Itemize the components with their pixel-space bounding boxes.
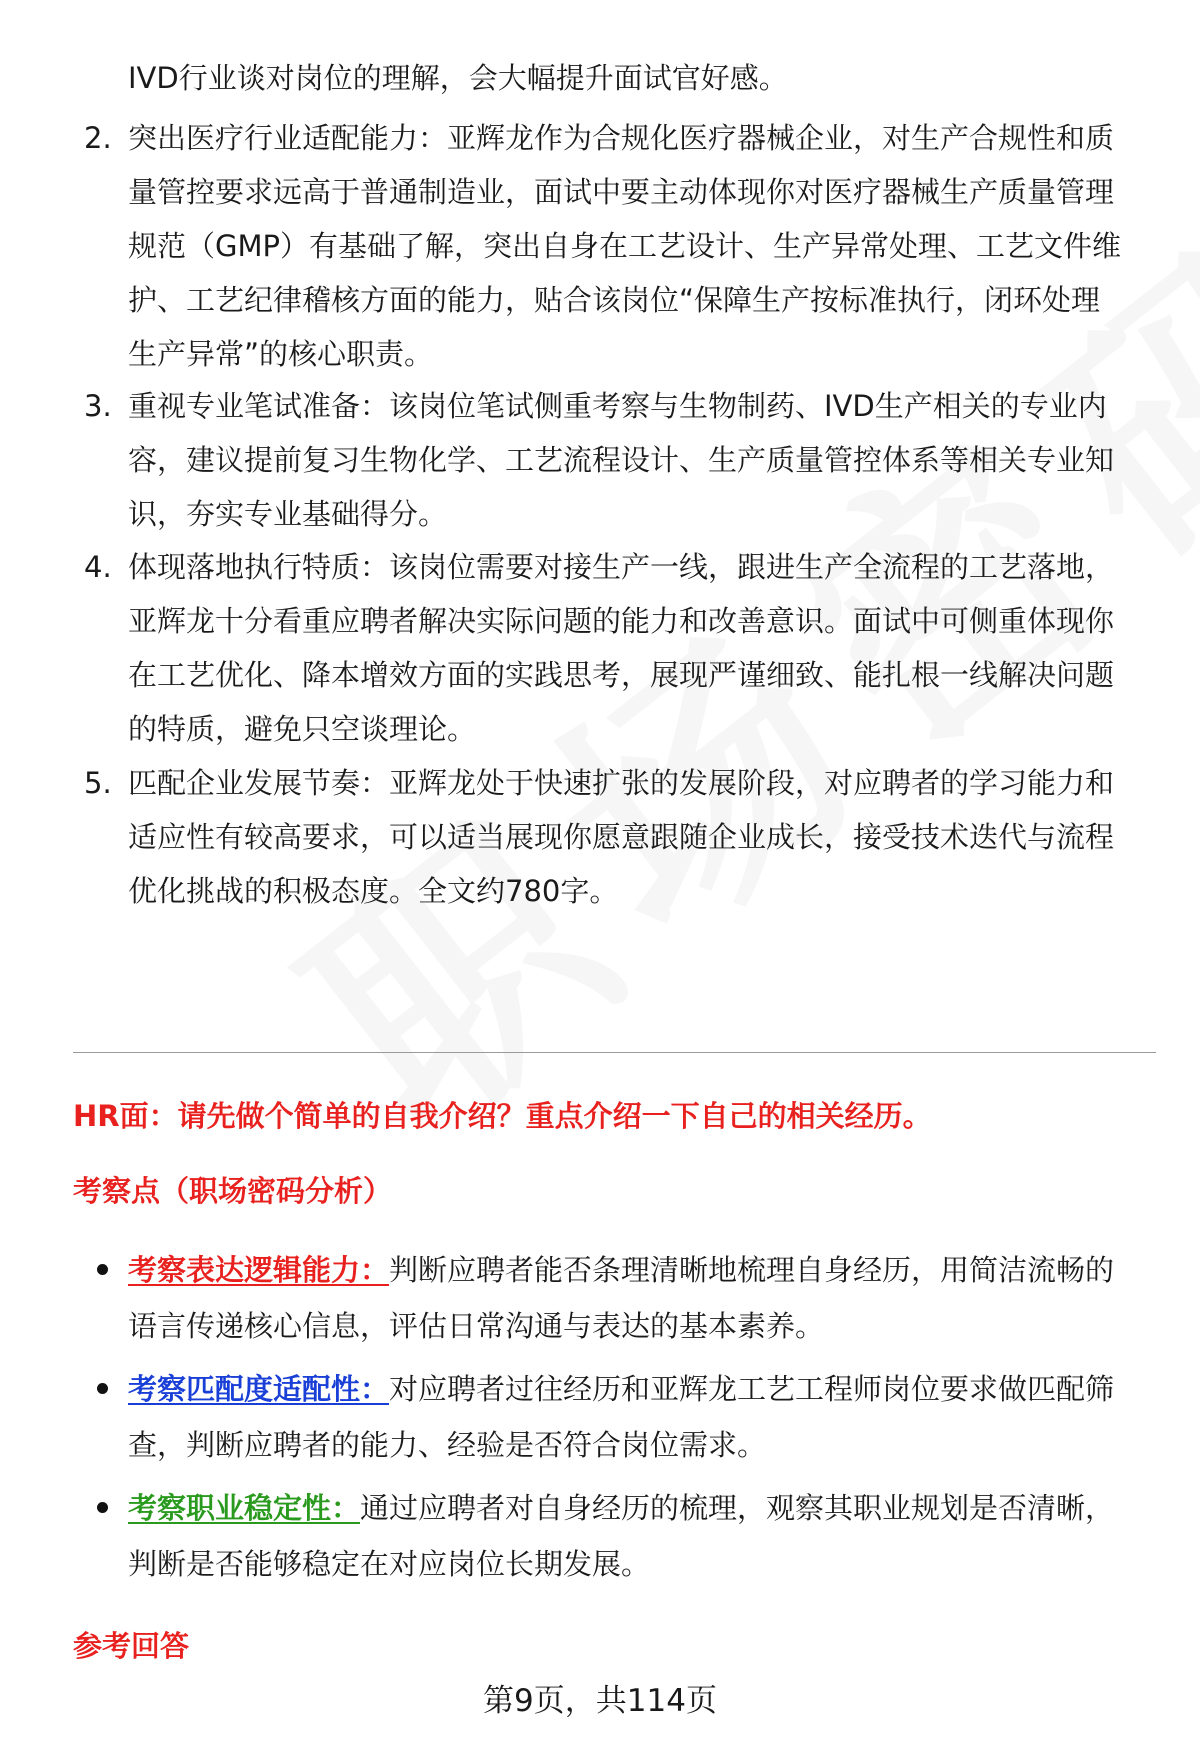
item-line: 的特质，避免只空谈理论。 [128,712,477,746]
item-line: 体现落地执行特质：该岗位需要对接生产一线，跟进生产全流程的工艺落地， [128,550,1115,584]
bullet-tag: 考察表达逻辑能力： [128,1253,390,1287]
analysis-heading: 考察点（职场密码分析） [73,1174,393,1208]
section-divider [73,1052,1156,1053]
bullet-dot [97,1502,108,1513]
item-number: 4. [84,550,112,584]
item-line: 匹配企业发展节奏：亚辉龙处于快速扩张的发展阶段，对应聘者的学习能力和 [128,766,1115,800]
item-line: 在工艺优化、降本增效方面的实践思考，展现严谨细致、能扎根一线解决问题 [128,658,1115,692]
bullet-line: 判断是否能够稳定在对应岗位长期发展。 [128,1547,651,1581]
bullet-line [128,1369,1158,1409]
bullet-dot [97,1264,108,1275]
item-number: 5. [84,766,112,800]
item-line: 护、工艺纪律稽核方面的能力，贴合该岗位“保障生产按标准执行，闭环处理 [128,283,1101,317]
item-number: 2. [84,121,112,155]
intro-tail-text: IVD行业谈对岗位的理解，会大幅提升面试官好感。 [128,61,788,95]
item-line: 亚辉龙十分看重应聘者解决实际问题的能力和改善意识。面试中可侧重体现你 [128,604,1115,638]
page-number: 第9页，共114页 [483,1683,717,1719]
bullet-tag: 考察职业稳定性： [128,1491,361,1525]
bullet-line: 语言传递核心信息，评估日常沟通与表达的基本素养。 [128,1309,825,1343]
item-line: 识，夯实专业基础得分。 [128,497,448,531]
bullet-line [128,1488,1158,1528]
bullet-tag: 考察匹配度适配性： [128,1372,390,1406]
bullet-text: 通过应聘者对自身经历的梳理，观察其职业规划是否清晰， [360,1491,1115,1525]
item-line: 突出医疗行业适配能力：亚辉龙作为合规化医疗器械企业，对生产合规性和质 [128,121,1115,155]
bullet-dot [97,1383,108,1394]
bullet-text: 对应聘者过往经历和亚辉龙工艺工程师岗位要求做匹配筛 [389,1372,1115,1406]
reference-heading: 参考回答 [73,1629,190,1663]
bullet-text: 判断应聘者能否条理清晰地梳理自身经历，用简洁流畅的 [389,1253,1115,1287]
item-line: 优化挑战的积极态度。全文约780字。 [128,874,619,908]
item-line: 适应性有较高要求，可以适当展现你愿意跟随企业成长，接受技术迭代与流程 [128,820,1115,854]
item-line: 重视专业笔试准备：该岗位笔试侧重考察与生物制药、IVD生产相关的专业内 [128,389,1107,423]
bullet-line: 查，判断应聘者的能力、经验是否符合岗位需求。 [128,1428,767,1462]
item-line: 规范（GMP）有基础了解，突出自身在工艺设计、生产异常处理、工艺文件维 [128,229,1121,263]
item-line: 量管控要求远高于普通制造业，面试中要主动体现你对医疗器械生产质量管理 [128,175,1115,209]
interview-question: HR面：请先做个简单的自我介绍？重点介绍一下自己的相关经历。 [73,1099,932,1133]
item-number: 3. [84,389,112,423]
bullet-line [128,1250,1158,1290]
item-line: 容，建议提前复习生物化学、工艺流程设计、生产质量管控体系等相关专业知 [128,443,1115,477]
item-line: 生产异常”的核心职责。 [128,337,434,371]
